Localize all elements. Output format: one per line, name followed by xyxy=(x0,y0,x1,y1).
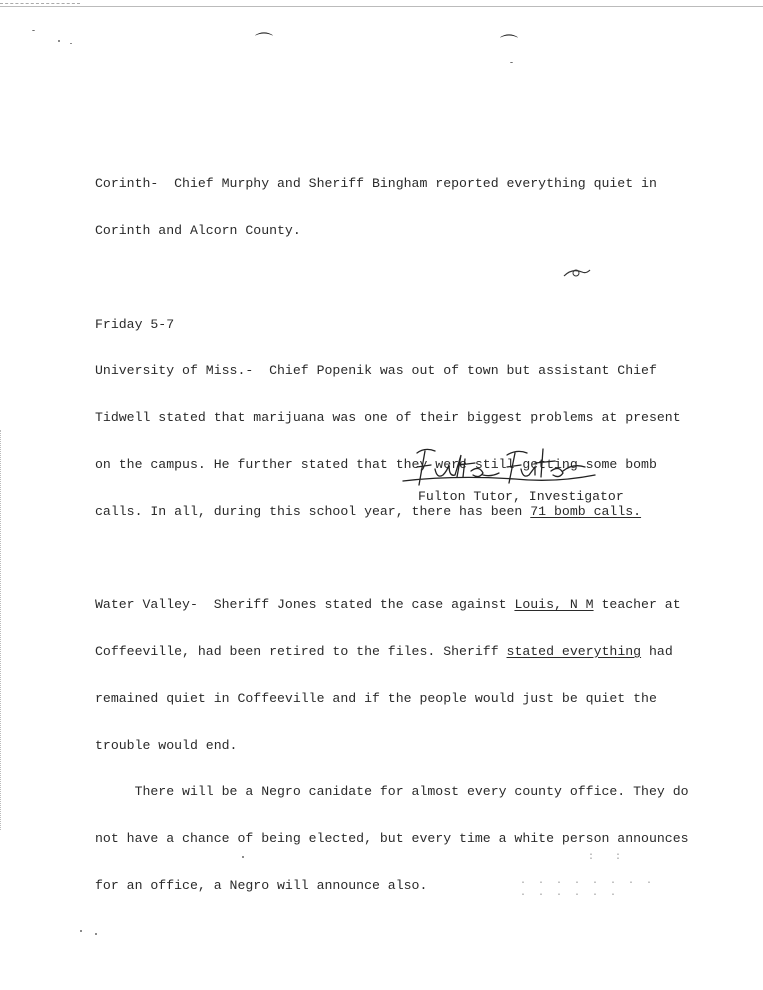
text-line xyxy=(95,504,695,520)
text-line xyxy=(95,597,695,613)
scan-top-edge xyxy=(0,6,763,7)
text-line: Corinth and Alcorn County. xyxy=(95,222,301,238)
text-line: remained quiet in Coffeeville and if the people would just be quiet the xyxy=(95,690,657,706)
underlined-text: Louis, N M xyxy=(514,597,594,613)
text-line: trouble would end. xyxy=(95,737,238,753)
scan-smudge: : : xyxy=(588,852,625,863)
text-line xyxy=(95,644,695,660)
scan-speck xyxy=(95,933,97,935)
report-body xyxy=(95,145,695,925)
scan-smudge: . . . . . . xyxy=(520,888,620,899)
text-segment: had xyxy=(641,644,673,659)
text-line: not have a chance of being elected, but every time a white person announces xyxy=(95,831,689,847)
punch-mark-right: ⌒ xyxy=(500,34,518,55)
text-line: There will be a Negro canidate for almost every county office. They do xyxy=(95,784,689,800)
text-line: for an office, a Negro will announce also. xyxy=(95,877,428,893)
text-segment: Water Valley- Sheriff Jones stated the case against xyxy=(95,597,515,613)
handwritten-correction-mark xyxy=(562,266,592,280)
date-heading: Friday 5-7 xyxy=(95,316,175,332)
underlined-text: stated everything xyxy=(506,644,642,659)
scan-smudge: . . . . . . . . xyxy=(520,876,656,887)
punch-mark-left: ⌒ xyxy=(255,32,273,53)
underlined-text: 71 bomb calls. xyxy=(530,503,642,519)
text-line: Tidwell stated that marijuana was one of their biggest problems at present xyxy=(95,410,681,426)
text-line: University of Miss.- Chief Popenik was out of town but assistant Chief xyxy=(95,363,657,379)
scan-speck xyxy=(58,40,60,42)
scan-speck xyxy=(80,930,82,932)
handwritten-signature xyxy=(395,445,605,495)
text-line: Corinth- Chief Murphy and Sheriff Bingham reported everything quiet in xyxy=(95,176,657,192)
scan-left-edge xyxy=(0,430,3,830)
text-segment: calls. In all, during this school year, there has been xyxy=(95,503,531,519)
scan-speck xyxy=(70,43,72,44)
scan-top-mark xyxy=(0,0,80,4)
scan-speck xyxy=(32,30,35,31)
signature-caption: Fulton Tutor, Investigator xyxy=(418,489,624,504)
text-segment: Coffeeville, had been retired to the files. Sheriff xyxy=(95,644,507,659)
scan-speck xyxy=(510,62,513,63)
text-line: on the campus. He further stated that they were still getting some bomb xyxy=(95,456,657,472)
text-segment: teacher at xyxy=(593,597,681,613)
